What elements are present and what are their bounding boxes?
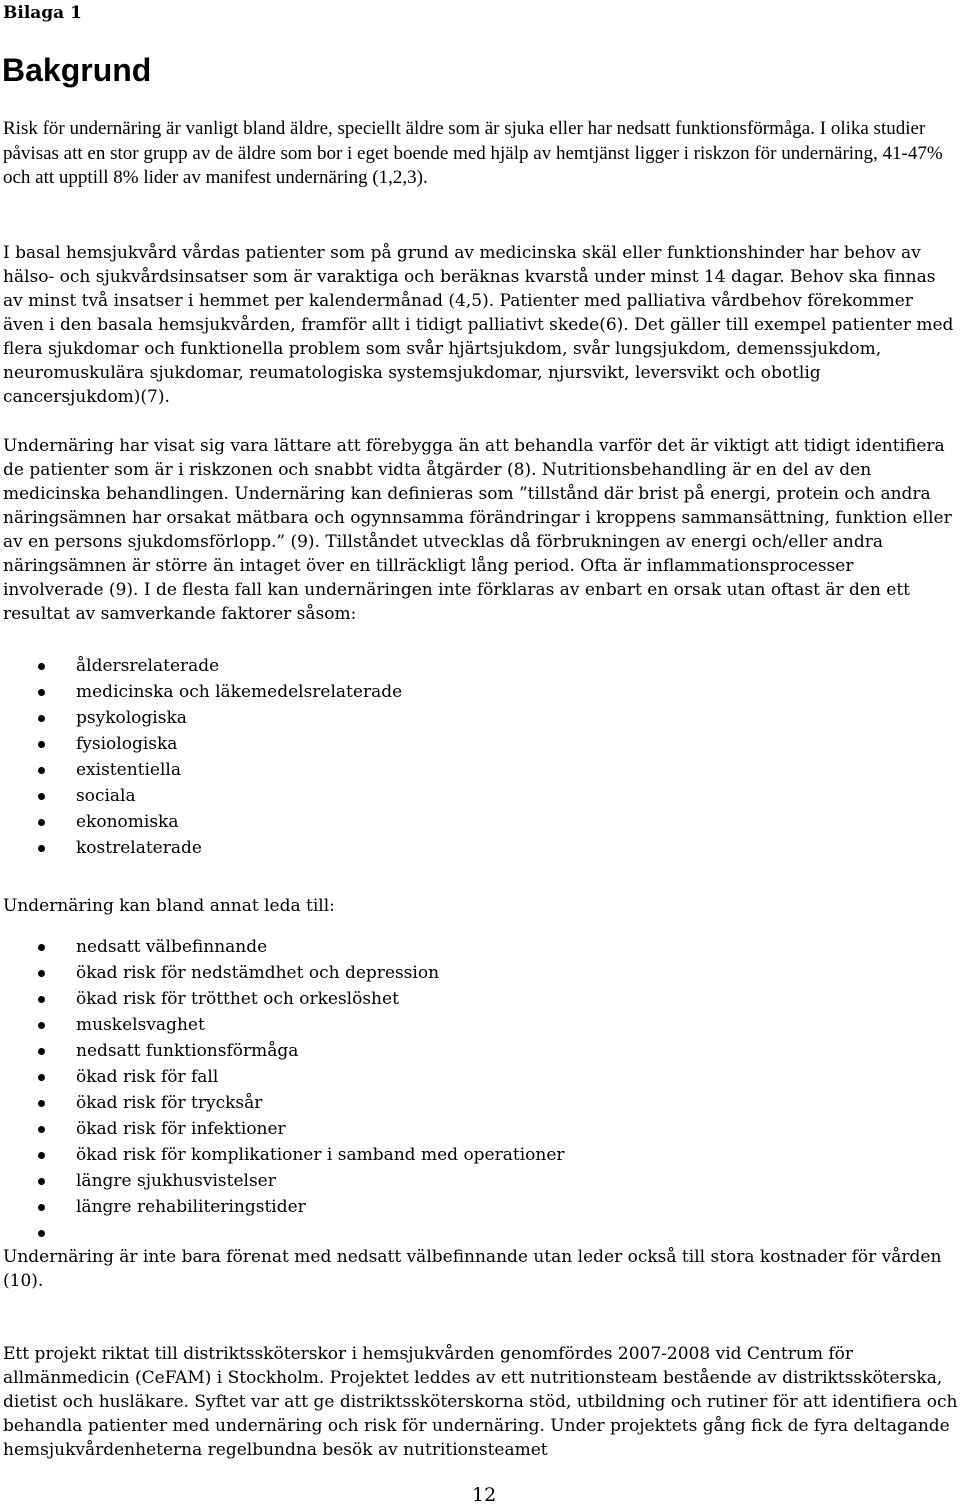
list-item: fysiologiska bbox=[3, 731, 402, 757]
list-item-empty bbox=[3, 1220, 565, 1246]
list-item: sociala bbox=[3, 783, 402, 809]
page-number: 12 bbox=[472, 1484, 497, 1506]
appendix-label: Bilaga 1 bbox=[3, 3, 82, 23]
list-item: nedsatt välbefinnande bbox=[3, 934, 565, 960]
consequences-list bbox=[3, 934, 565, 1246]
paragraph-home-care: I basal hemsjukvård vårdas patienter som på grund av medicinska skäl eller funktionshinder har behov av hälso- och sjukvårdsinsatser som är varaktiga och beräknas kvarstå under minst 14 dagar. Behov ska finnas av minst två insatser i hemmet per kalendermånad (4,5). Patienter med palliativa vårdbehov förekommer även i den basala hemsjukvården, framför allt i tidigt palliativt skede(6). Det gäller till exempel patienter med flera sjukdomar och funktionella problem som svår hjärtsjukdom, svår lungsjukdom, demenssjukdom, neuromuskulära sjukdomar, reumatologiska systemsjukdomar, njursvikt, leversvikt och obotlig cancersjukdom)(7). bbox=[3, 243, 954, 407]
list-item: längre sjukhusvistelser bbox=[3, 1168, 565, 1194]
paragraph-risk: Risk för undernäring är vanligt bland äldre, speciellt äldre som är sjuka eller har nedsatt funktionsförmåga. I olika studier påvisas att en stor grupp av de äldre som bor i eget boende med hjälp av hemtjänst ligger i riskzon för undernäring, 41-47% och att upptill 8% lider av manifest undernäring (1,2,3). bbox=[3, 118, 943, 188]
paragraph-project: Ett projekt riktat till distriktssköterskor i hemsjukvården genomfördes 2007-2008 vid Centrum för allmänmedicin (CeFAM) i Stockholm. Projektet leddes av ett nutritionsteam bestående av distriktssköterska, dietist och husläkare. Syftet var att ge distriktssköterskorna stöd, utbildning och rutiner för att identifiera och behandla patienter med undernäring och risk för undernäring. Under projektets gång fick de fyra deltagande hemsjukvårdenheterna regelbundna besök av nutritionsteamet bbox=[3, 1344, 958, 1460]
list-item: längre rehabiliteringstider bbox=[3, 1194, 565, 1220]
list-item: muskelsvaghet bbox=[3, 1012, 565, 1038]
factors-list bbox=[3, 653, 402, 861]
list-item: kostrelaterade bbox=[3, 835, 402, 861]
list-item: nedsatt funktionsförmåga bbox=[3, 1038, 565, 1064]
consequences-intro: Undernäring kan bland annat leda till: bbox=[3, 896, 335, 916]
list-item: ökad risk för komplikationer i samband med operationer bbox=[3, 1142, 565, 1168]
list-item: åldersrelaterade bbox=[3, 653, 402, 679]
paragraph-prevention: Undernäring har visat sig vara lättare att förebygga än att behandla varför det är viktigt att tidigt identifiera de patienter som är i riskzonen och snabbt vidta åtgärder (8). Nutritionsbehandling är en del av den medicinska behandlingen. Undernäring kan definieras som ”tillstånd där brist på energi, protein och andra näringsämnen har orsakat mätbara och ogynnsamma förändringar i kroppens sammansättning, funktion eller av en persons sjukdomsförlopp.” (9). Tillståndet utvecklas då förbrukningen av energi och/eller andra näringsämnen är större än intaget över en tillräckligt lång period. Ofta är inflammationsprocesser involverade (9). I de flesta fall kan undernäringen inte förklaras av enbart en orsak utan oftast är den ett resultat av samverkande faktorer såsom: bbox=[3, 436, 952, 624]
list-item: ökad risk för trycksår bbox=[3, 1090, 565, 1116]
list-item: medicinska och läkemedelsrelaterade bbox=[3, 679, 402, 705]
list-item: ökad risk för fall bbox=[3, 1064, 565, 1090]
list-item: psykologiska bbox=[3, 705, 402, 731]
list-item: ökad risk för infektioner bbox=[3, 1116, 565, 1142]
list-item: ökad risk för trötthet och orkeslöshet bbox=[3, 986, 565, 1012]
list-item: existentiella bbox=[3, 757, 402, 783]
paragraph-costs: Undernäring är inte bara förenat med nedsatt välbefinnande utan leder också till stora kostnader för vården (10). bbox=[3, 1247, 942, 1291]
list-item: ökad risk för nedstämdhet och depression bbox=[3, 960, 565, 986]
list-item: ekonomiska bbox=[3, 809, 402, 835]
section-heading: Bakgrund bbox=[2, 52, 152, 88]
